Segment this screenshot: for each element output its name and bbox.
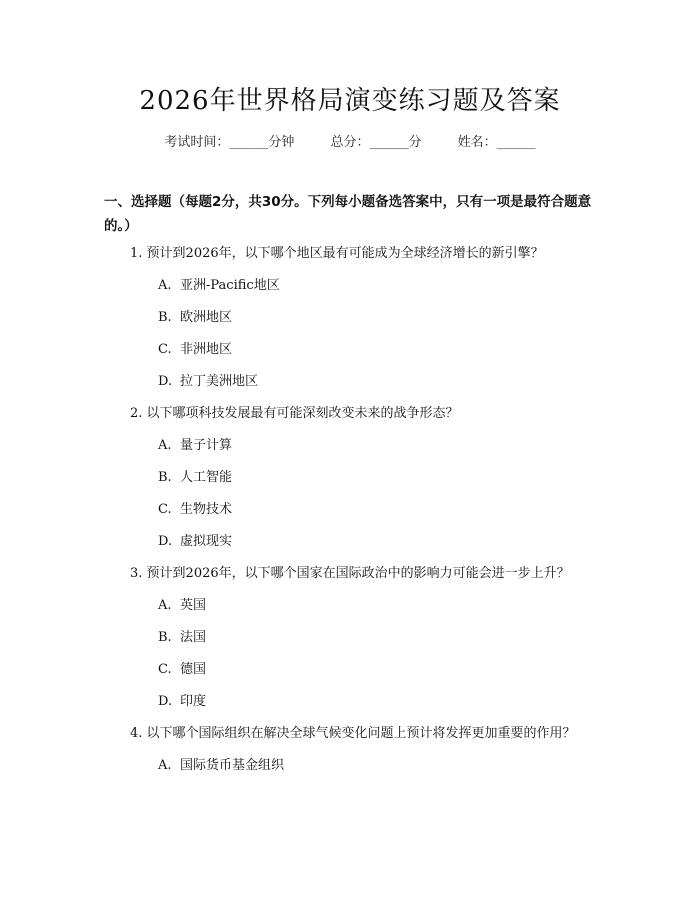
question-text <box>104 564 596 584</box>
option-letter: D. <box>158 534 173 549</box>
option-text: 量子计算 <box>180 438 233 453</box>
option-letter: C. <box>158 502 172 517</box>
option-letter: A. <box>158 598 172 613</box>
option-text: 虚拟现实 <box>180 534 233 549</box>
option-text: 英国 <box>180 598 207 613</box>
option-letter: B. <box>158 310 172 325</box>
option-letter: A. <box>158 758 172 773</box>
option-item <box>104 756 596 776</box>
option-text: 德国 <box>180 662 207 677</box>
question-number: 3. <box>130 566 143 581</box>
option-letter: C. <box>158 342 172 357</box>
option-text: 拉丁美洲地区 <box>180 374 259 389</box>
option-text: 亚洲-Pacific地区 <box>180 278 280 293</box>
option-letter: C. <box>158 662 172 677</box>
question-number: 2. <box>130 406 143 421</box>
option-item <box>104 372 596 392</box>
option-text: 非洲地区 <box>180 342 233 357</box>
question-number: 4. <box>130 726 143 741</box>
option-item <box>104 468 596 488</box>
exam-info <box>0 131 700 150</box>
option-list <box>104 436 596 552</box>
section-heading: 一、选择题（每题2分，共30分。下列每小题备选答案中，只有一项是最符合题意的。） <box>104 194 592 234</box>
option-text: 生物技术 <box>180 502 233 517</box>
question-stem: 以下哪个国际组织在解决全球气候变化问题上预计将发挥更加重要的作用？ <box>146 726 576 741</box>
question-stem: 预计到2026年，以下哪个国家在国际政治中的影响力可能会进一步上升？ <box>146 566 570 581</box>
option-list <box>104 276 596 392</box>
option-item <box>104 500 596 520</box>
option-letter: A. <box>158 278 172 293</box>
question-text <box>104 244 596 264</box>
question-stem: 预计到2026年，以下哪个地区最有可能成为全球经济增长的新引擎？ <box>146 246 544 261</box>
option-letter: D. <box>158 694 173 709</box>
option-text: 印度 <box>180 694 207 709</box>
option-text: 欧洲地区 <box>180 310 233 325</box>
question-number: 1. <box>130 246 143 261</box>
option-list <box>104 756 596 776</box>
option-item <box>104 660 596 680</box>
option-item <box>104 596 596 616</box>
option-item <box>104 340 596 360</box>
option-text: 法国 <box>180 630 207 645</box>
option-item <box>104 276 596 296</box>
option-letter: A. <box>158 438 172 453</box>
option-item <box>104 532 596 552</box>
option-letter: B. <box>158 630 172 645</box>
question-list <box>104 244 596 788</box>
option-list <box>104 596 596 712</box>
total-score-field: 总分：______分 <box>330 135 422 150</box>
question-1 <box>104 244 596 392</box>
exam-time-field: 考试时间：______分钟 <box>164 135 295 150</box>
option-letter: D. <box>158 374 173 389</box>
option-item <box>104 436 596 456</box>
question-stem: 以下哪项科技发展最有可能深刻改变未来的战争形态？ <box>146 406 459 421</box>
option-text: 人工智能 <box>180 470 233 485</box>
student-name-field: 姓名：______ <box>457 135 536 150</box>
option-letter: B. <box>158 470 172 485</box>
option-item <box>104 308 596 328</box>
question-3 <box>104 564 596 712</box>
question-text <box>104 404 596 424</box>
option-item <box>104 692 596 712</box>
option-item <box>104 628 596 648</box>
question-text <box>104 724 596 744</box>
question-2 <box>104 404 596 552</box>
document-title: 2026年世界格局演变练习题及答案 <box>139 86 561 116</box>
option-text: 国际货币基金组织 <box>180 758 285 773</box>
question-4 <box>104 724 596 776</box>
